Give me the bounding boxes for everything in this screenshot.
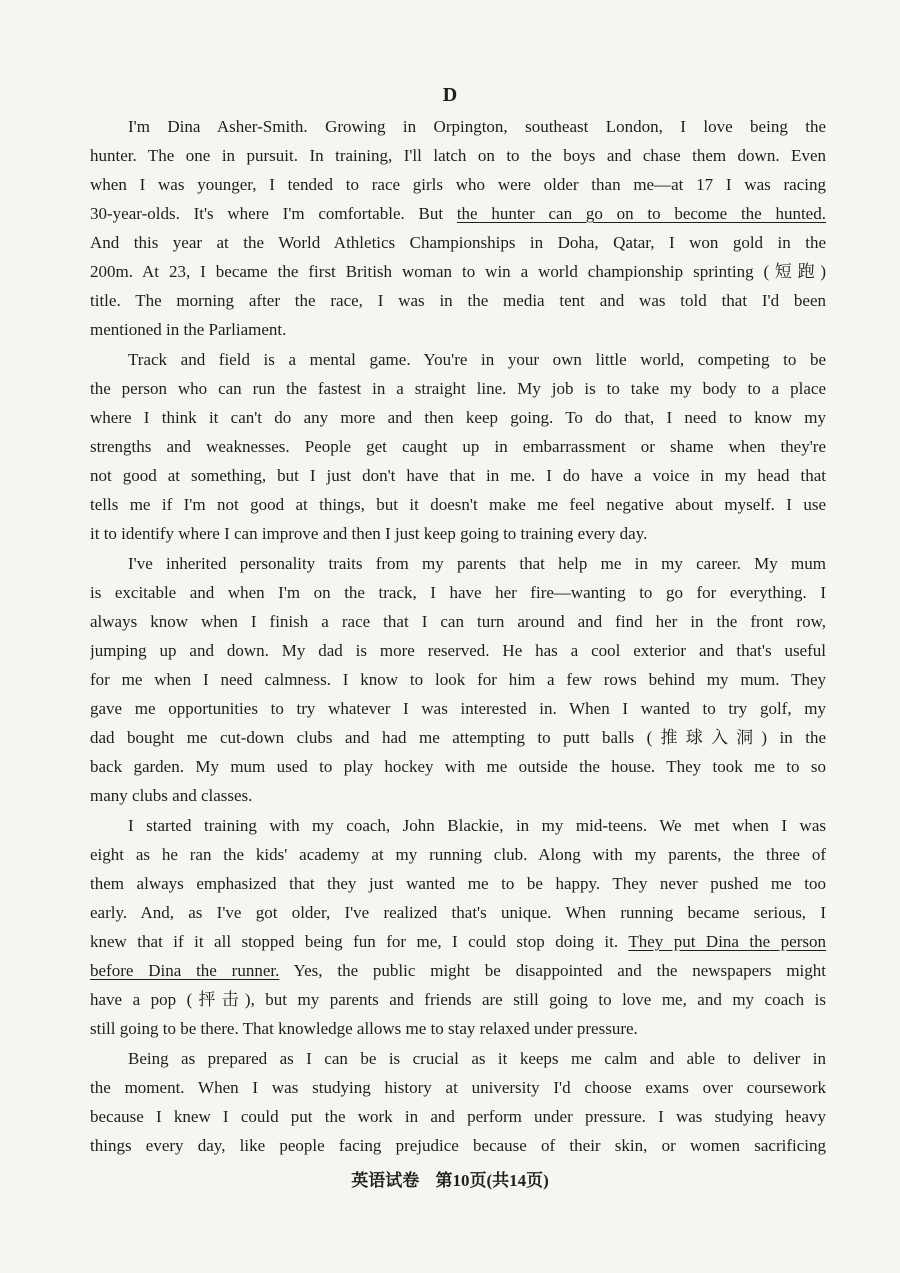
text-segment: Yes, the public might be disappointed and the newspapers might [279,961,826,980]
text-line [90,1044,826,1073]
text-segment: knew that if it all stopped being fun for me, I could stop doing it. [90,932,629,951]
text-segment: not good at something, but I just don't have that in me. I do have a voice in my head that [90,466,826,485]
text-line [90,141,826,170]
text-line [90,519,826,548]
text-line [90,752,826,781]
text-line [90,694,826,723]
paragraph [90,549,826,810]
text-segment: gave me opportunities to try whatever I was interested in. When I wanted to try golf, my [90,699,826,718]
text-segment: still going to be there. That knowledge allows me to stay relaxed under pressure. [90,1019,638,1038]
text-segment: is excitable and when I'm on the track, I have her fire—wanting to go for everything. I [90,583,826,602]
text-line [90,1014,826,1043]
text-segment: I'm Dina Asher-Smith. Growing in Orpington, southeast London, I love being the [128,117,826,136]
text-segment: tells me if I'm not good at things, but it doesn't make me feel negative about myself. I use [90,495,826,514]
text-line [90,170,826,199]
text-segment: always know when I finish a race that I can turn around and find her in the front row, [90,612,826,631]
text-line [90,315,826,344]
underlined-text: the hunter can go on to become the hunted. [456,204,826,223]
text-segment: for me when I need calmness. I know to look for him a few rows behind my mum. They [90,670,826,689]
text-line [90,956,826,985]
text-line [90,607,826,636]
section-title: D [442,84,458,106]
text-segment: 30-year-olds. It's where I'm comfortable. But [90,204,457,223]
text-segment: Track and field is a mental game. You're in your own little world, competing to be [128,350,826,369]
text-segment: have a pop (抨击), but my parents and friends are still going to love me, and my coach is [90,990,826,1009]
text-segment: where I think it can't do any more and then keep going. To do that, I need to know my [90,408,826,427]
text-line [90,723,826,752]
underlined-text: They put Dina the person [628,932,826,951]
text-segment: And this year at the World Athletics Championships in Doha, Qatar, I won gold in the [90,233,826,252]
text-line [90,257,826,286]
page-footer [0,1166,900,1191]
reading-passage [90,112,826,1161]
text-segment: early. And, as I've got older, I've realized that's unique. When running became serious, I [90,903,826,922]
text-segment: I started training with my coach, John Blackie, in my mid-teens. We met when I was [128,816,826,835]
text-line [90,578,826,607]
text-segment: I've inherited personality traits from my parents that help me in my career. My mum [128,554,826,573]
paragraph [90,1044,826,1160]
text-line [90,840,826,869]
text-segment: things every day, like people facing prejudice because of their skin, or women sacrificing [90,1136,826,1155]
text-line [90,1102,826,1131]
text-line [90,199,826,228]
text-segment: back garden. My mum used to play hockey with me outside the house. They took me to so [90,757,826,776]
text-line [90,898,826,927]
text-segment: dad bought me cut-down clubs and had me attempting to putt balls (推球入洞) in the [90,728,826,747]
underlined-text: before Dina the runner. [90,961,280,980]
text-line [90,461,826,490]
text-segment: the moment. When I was studying history at university I'd choose exams over coursework [90,1078,826,1097]
text-segment: strengths and weaknesses. People get caught up in embarrassment or shame when they're [90,437,826,456]
text-line [90,811,826,840]
text-segment: the person who can run the fastest in a straight line. My job is to take my body to a place [90,379,826,398]
text-segment: title. The morning after the race, I was in the media tent and was told that I'd been [90,291,826,310]
text-segment: many clubs and classes. [90,786,253,805]
text-segment: eight as he ran the kids' academy at my running club. Along with my parents, the three of [90,845,826,864]
footer-subject: 英语试卷 [351,1171,420,1190]
text-line [90,636,826,665]
text-line [90,403,826,432]
text-line [90,985,826,1014]
text-segment: Being as prepared as I can be is crucial as it keeps me calm and able to deliver in [128,1049,826,1068]
text-line [90,432,826,461]
text-line [90,490,826,519]
text-segment: jumping up and down. My dad is more reserved. He has a cool exterior and that's useful [90,641,826,660]
text-segment: it to identify where I can improve and then I just keep going to training every day. [90,524,648,543]
text-line [90,927,826,956]
text-line [90,1131,826,1160]
paragraph [90,112,826,344]
text-line [90,665,826,694]
text-segment: when I was younger, I tended to race girls who were older than me—at 17 I was racing [90,175,826,194]
paragraph [90,345,826,548]
text-line [90,549,826,578]
text-segment: hunter. The one in pursuit. In training, I'll latch on to the boys and chase them down. Even [90,146,826,165]
paragraph [90,811,826,1043]
text-line [90,869,826,898]
text-segment: because I knew I could put the work in and perform under pressure. I was studying heavy [90,1107,826,1126]
text-line [90,286,826,315]
text-line [90,374,826,403]
text-segment: mentioned in the Parliament. [90,320,287,339]
footer-page-number: 第10页(共14页) [435,1171,549,1190]
text-line [90,228,826,257]
text-line [90,781,826,810]
text-segment: 200m. At 23, I became the first British woman to win a world championship sprinting (短跑) [90,262,826,281]
text-segment: them always emphasized that they just wanted me to be happy. They never pushed me too [90,874,826,893]
text-line [90,112,826,141]
text-line [90,1073,826,1102]
text-line [90,345,826,374]
